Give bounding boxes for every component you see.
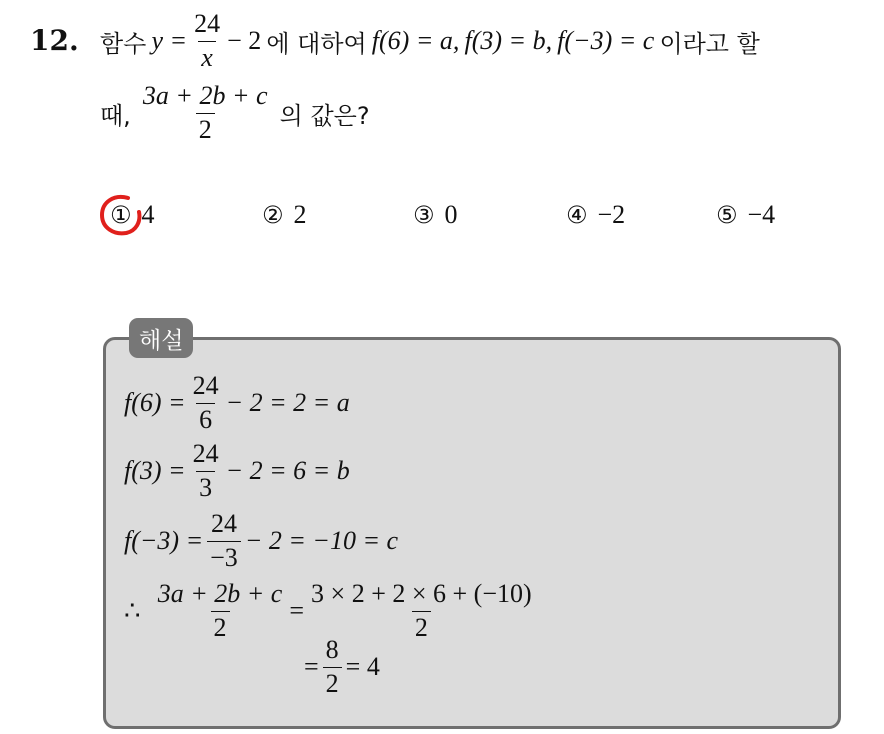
sol5-numerator: 8 <box>325 635 339 664</box>
function-denominator: x <box>198 41 216 73</box>
solution-line-3 <box>124 510 398 572</box>
question-number: 12. <box>30 24 79 57</box>
sol5-rhs: = 4 <box>345 652 380 682</box>
choice-2-symbol: ② <box>262 201 284 229</box>
question-line-1 <box>100 10 760 72</box>
choice-2[interactable] <box>262 200 307 230</box>
sol2-fraction <box>190 440 222 502</box>
sol3-rhs: − 2 = −10 = c <box>244 526 399 556</box>
sol5-equals: = <box>304 652 319 682</box>
expression-fraction <box>140 82 271 144</box>
sol4-rhs-numerator: 3 × 2 + 2 × 6 + (−10) <box>311 579 532 608</box>
function-fraction <box>191 10 223 72</box>
sol1-denominator: 6 <box>196 403 215 435</box>
condition-2: f(3) = b, <box>464 26 553 56</box>
function-tail: − 2 <box>227 26 262 56</box>
solution-tab: 해설 <box>129 318 193 358</box>
sol5-fraction <box>323 636 342 698</box>
therefore-symbol: ∴ <box>124 596 141 626</box>
sol4-numerator: 3a + 2b + c <box>157 579 283 608</box>
sol4-rhs-denominator: 2 <box>412 611 431 643</box>
choice-3-value: 0 <box>444 200 458 229</box>
sol5-denominator: 2 <box>323 667 342 699</box>
sol1-rhs: − 2 = 2 = a <box>225 388 350 418</box>
choice-3-symbol: ③ <box>413 201 435 229</box>
choice-4-value: −2 <box>597 200 626 229</box>
solution-line-2 <box>124 440 350 502</box>
choice-3[interactable] <box>413 200 458 230</box>
choice-5-value: −4 <box>747 200 776 229</box>
sol2-rhs: − 2 = 6 = b <box>225 456 350 486</box>
sol3-fraction <box>207 510 241 572</box>
question-line-2 <box>100 82 370 144</box>
sol2-lhs: f(3) = <box>124 456 186 486</box>
choice-5-symbol: ⑤ <box>716 201 738 229</box>
sol4-denominator: 2 <box>211 611 230 643</box>
condition-1: f(6) = a, <box>371 26 460 56</box>
sol2-denominator: 3 <box>196 471 215 503</box>
sol2-numerator: 24 <box>192 439 219 468</box>
choice-4-symbol: ④ <box>566 201 588 229</box>
sol4-lhs-fraction <box>155 580 286 642</box>
choice-4[interactable] <box>566 200 625 230</box>
sol3-lhs: f(−3) = <box>124 526 204 556</box>
function-lhs: y = <box>151 26 188 56</box>
solution-line-1 <box>124 372 350 434</box>
expression-numerator: 3a + 2b + c <box>142 81 268 110</box>
sol4-equals: = <box>289 596 305 626</box>
expression-denominator: 2 <box>196 113 215 145</box>
sol1-lhs: f(6) = <box>124 388 186 418</box>
question-mid: 에 대하여 <box>266 29 367 58</box>
sol4-rhs-fraction <box>308 580 535 642</box>
sol3-denominator: −3 <box>207 541 241 573</box>
choice-1-value: 4 <box>141 200 155 229</box>
choice-5[interactable] <box>716 200 775 230</box>
solution-line-5 <box>304 636 380 698</box>
function-numerator: 24 <box>194 9 221 38</box>
choice-1-symbol: ① <box>110 201 132 229</box>
question-prefix: 함수 <box>100 29 147 58</box>
question-suffix: 이라고 할 <box>659 29 760 58</box>
sol1-numerator: 24 <box>192 371 219 400</box>
choice-2-value: 2 <box>293 200 307 229</box>
sol3-numerator: 24 <box>210 509 237 538</box>
sol1-fraction <box>190 372 222 434</box>
line2-suffix: 의 값은? <box>279 101 370 130</box>
solution-line-4 <box>124 580 539 642</box>
line2-prefix: 때, <box>100 101 131 130</box>
condition-3: f(−3) = c <box>557 26 655 56</box>
choice-1[interactable] <box>110 200 155 230</box>
